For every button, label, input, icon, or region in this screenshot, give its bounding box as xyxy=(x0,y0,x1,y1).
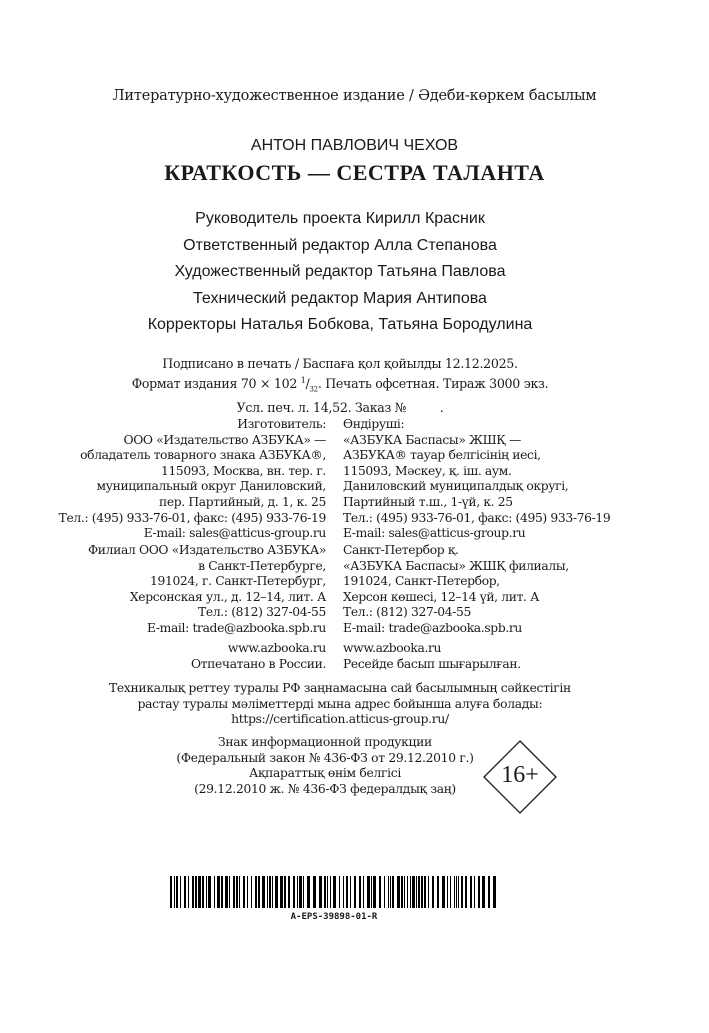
text-line: растау туралы мәліметтерді мына адрес бойынша алуға болады: xyxy=(137,696,543,711)
barcode-bar xyxy=(319,876,322,908)
barcode-bar xyxy=(458,876,459,908)
web-kz xyxy=(343,641,521,672)
barcode-bar xyxy=(307,876,310,908)
text-line: Ресейде басып шығарылған. xyxy=(343,656,521,671)
web-ru xyxy=(191,641,326,672)
barcode-bar xyxy=(297,876,298,908)
author-name: АНТОН ПАВЛОВИЧ ЧЕХОВ xyxy=(250,137,459,154)
barcode-bar xyxy=(379,876,381,908)
barcode-bar xyxy=(239,876,240,908)
text-line: Техникалық реттеу туралы РФ заңнамасына сай басылымның сәйкестігін xyxy=(109,681,571,695)
text-line: Ақпараттық өнім белгісі xyxy=(248,766,402,781)
text-line: «АЗБУКА Баспасы» ЖШҚ филиалы, xyxy=(343,558,569,573)
barcode-bar xyxy=(359,876,361,908)
barcode-bar xyxy=(339,876,340,908)
text-line: E-mail: sales@atticus-group.ru xyxy=(343,526,526,541)
barcode-bar xyxy=(288,876,290,908)
barcode-bar xyxy=(447,876,448,908)
barcode-bar xyxy=(343,876,344,908)
credit-line: Руководитель проекта Кирилл Красник xyxy=(195,210,485,227)
barcode-bar xyxy=(456,876,457,908)
text-line: пер. Партийный, д. 1, к. 25 xyxy=(158,494,326,509)
barcode-bar xyxy=(416,876,417,908)
barcode-bar xyxy=(184,876,186,908)
barcode-bar xyxy=(313,876,316,908)
text-line: АЗБУКА® тауар белгісінің иесі, xyxy=(343,448,541,463)
barcode-bar xyxy=(327,876,328,908)
barcode-bar xyxy=(233,876,235,908)
barcode-bar xyxy=(236,876,238,908)
barcode-bar xyxy=(493,876,496,908)
text-line: Тел.: (812) 327-04-55 xyxy=(198,605,326,620)
text-line: E-mail: sales@atticus-group.ru xyxy=(143,526,326,541)
text-line: https://certification.atticus-group.ru/ xyxy=(231,712,449,727)
credits xyxy=(0,206,680,339)
barcode-bar xyxy=(401,876,403,908)
barcode xyxy=(170,876,498,908)
barcode-bar xyxy=(170,876,172,908)
barcode-bar xyxy=(397,876,400,908)
age-rating: 16+ xyxy=(501,762,539,788)
credit-line: Ответственный редактор Алла Степанова xyxy=(183,236,497,254)
text-line: 191024, Санкт-Петербор, xyxy=(343,574,500,589)
text-line: www.azbooka.ru xyxy=(227,641,326,655)
text-line: (29.12.2010 ж. № 436-ФЗ федералдық заң) xyxy=(194,781,456,796)
text-line: Тел.: (495) 933-76-01, факс: (495) 933-76-19 xyxy=(58,510,326,525)
barcode-bar xyxy=(293,876,295,908)
text-line: «АЗБУКА Баспасы» ЖШҚ — xyxy=(343,432,521,447)
barcode-bar xyxy=(176,876,178,908)
barcode-bar xyxy=(269,876,271,908)
barcode-bar xyxy=(384,876,385,908)
barcode-bar xyxy=(208,876,211,908)
barcode-bar xyxy=(424,876,426,908)
text-line: муниципальный округ Даниловский, xyxy=(96,479,326,494)
barcode-bar xyxy=(206,876,207,908)
barcode-bar xyxy=(262,876,265,908)
barcode-bar xyxy=(421,876,423,908)
barcode-bar xyxy=(229,876,230,908)
text-line: в Санкт-Петербурге, xyxy=(198,558,326,573)
barcode-bar xyxy=(407,876,408,908)
barcode-bar xyxy=(367,876,370,908)
barcode-bar xyxy=(412,876,415,908)
format-line xyxy=(0,372,680,399)
barcode-bar xyxy=(450,876,451,908)
barcode-text: A-EPS-39898-01-R xyxy=(290,912,378,922)
text-line: обладатель товарного знака АЗБУКА®, xyxy=(80,448,326,463)
sheets-order: Усл. печ. л. 14,52. Заказ № . xyxy=(236,399,444,415)
barcode-bar xyxy=(267,876,268,908)
barcode-bar xyxy=(392,876,394,908)
barcode-bar xyxy=(255,876,257,908)
text-line: Изготовитель: xyxy=(237,417,326,431)
text-line: Херсон көшесі, 12–14 үй, лит. А xyxy=(343,589,540,604)
barcode-bar xyxy=(214,876,215,908)
barcode-bar xyxy=(418,876,420,908)
text-line: www.azbooka.ru xyxy=(343,641,442,655)
text-line: Даниловский муниципалдық округі, xyxy=(343,479,569,494)
format-num: 1 xyxy=(300,376,306,385)
barcode-bar xyxy=(198,876,201,908)
text-line: Филиал ООО «Издательство АЗБУКА» xyxy=(87,543,326,557)
barcode-bar xyxy=(330,876,331,908)
barcode-bar xyxy=(470,876,472,908)
format-den: 32 xyxy=(309,385,318,394)
barcode-bar xyxy=(437,876,439,908)
barcode-bar xyxy=(217,876,220,908)
barcode-bar xyxy=(221,876,223,908)
barcode-bar xyxy=(195,876,197,908)
barcode-bar xyxy=(225,876,228,908)
credit-line: Технический редактор Мария Антипова xyxy=(193,289,487,307)
format-text-post: . Печать офсетная. Тираж 3000 экз. xyxy=(317,376,549,392)
barcode-bar xyxy=(174,876,175,908)
text-line: ООО «Издательство АЗБУКА» — xyxy=(123,432,326,447)
barcode-bar xyxy=(454,876,455,908)
text-line: 191024, г. Санкт-Петербург, xyxy=(150,574,326,589)
barcode-bar xyxy=(410,876,411,908)
text-line: Отпечатано в России. xyxy=(190,656,326,671)
print-details xyxy=(0,355,680,416)
barcode-bar xyxy=(404,876,405,908)
barcode-bar xyxy=(284,876,286,908)
manufacturer-kz xyxy=(343,417,610,542)
barcode-bar xyxy=(275,876,278,908)
manufacturer-ru xyxy=(59,417,326,542)
barcode-bar xyxy=(346,876,348,908)
format-slash: / xyxy=(305,376,310,392)
barcode-bar xyxy=(390,876,391,908)
barcode-bar xyxy=(303,876,304,908)
text-line: Знак информационной продукции xyxy=(218,735,432,749)
text-line: 115093, Мәскеу, қ. іш. аум. xyxy=(343,463,512,478)
barcode-bar xyxy=(202,876,204,908)
series-label: Литературно-художественное издание / Әдеби-көркем басылым xyxy=(112,88,597,104)
barcode-bar xyxy=(272,876,273,908)
barcode-bar xyxy=(428,876,429,908)
barcode-bar xyxy=(373,876,376,908)
barcode-bar xyxy=(333,876,336,908)
text-line: Херсонская ул., д. 12–14, лит. А xyxy=(129,589,326,604)
age-rating-badge xyxy=(483,740,557,814)
text-line: (Федеральный закон № 436-ФЗ от 29.12.2010 г.) xyxy=(176,750,474,765)
barcode-bar xyxy=(461,876,463,908)
barcode-bar xyxy=(192,876,194,908)
text-line: Тел.: (812) 327-04-55 xyxy=(343,605,471,620)
branch-kz xyxy=(343,543,569,637)
barcode-bar xyxy=(371,876,372,908)
barcode-bar xyxy=(247,876,248,908)
text-line: E-mail: trade@azbooka.spb.ru xyxy=(343,620,523,635)
text-line: 115093, Москва, вн. тер. г. xyxy=(160,463,326,478)
signed-date: Подписано в печать / Баспаға қол қойылды 12.12.2025. xyxy=(162,356,518,371)
credit-line: Художественный редактор Татьяна Павлова xyxy=(174,263,506,280)
text-line: Өндіруші: xyxy=(343,417,405,431)
barcode-bar xyxy=(251,876,252,908)
credit-line: Корректоры Наталья Бобкова, Татьяна Бородулина xyxy=(147,316,533,333)
text-line: Партийный т.ш., 1-үй, к. 25 xyxy=(343,494,513,509)
barcode-bar xyxy=(299,876,302,908)
barcode-bar xyxy=(474,876,475,908)
branch-ru xyxy=(88,543,326,637)
barcode-bar xyxy=(478,876,480,908)
certification-note xyxy=(0,681,680,728)
barcode-bar xyxy=(388,876,389,908)
barcode-bar xyxy=(482,876,485,908)
barcode-bar xyxy=(350,876,351,908)
barcode-bar xyxy=(442,876,445,908)
text-line: Санкт-Петербор қ. xyxy=(343,543,459,557)
barcode-bar xyxy=(354,876,356,908)
barcode-bar xyxy=(465,876,467,908)
barcode-bar xyxy=(363,876,364,908)
barcode-bar xyxy=(280,876,283,908)
barcode-bar xyxy=(432,876,434,908)
book-title: КРАТКОСТЬ — СЕСТРА ТАЛАНТА xyxy=(164,160,545,185)
barcode-bar xyxy=(243,876,245,908)
format-text: Формат издания 70 × 102 xyxy=(131,376,301,392)
barcode-bar xyxy=(324,876,326,908)
barcode-bar xyxy=(488,876,490,908)
text-line: Тел.: (495) 933-76-01, факс: (495) 933-76-19 xyxy=(343,510,611,525)
barcode-bar xyxy=(258,876,260,908)
text-line: E-mail: trade@azbooka.spb.ru xyxy=(146,620,326,635)
barcode-bar xyxy=(180,876,181,908)
barcode-bar xyxy=(188,876,189,908)
